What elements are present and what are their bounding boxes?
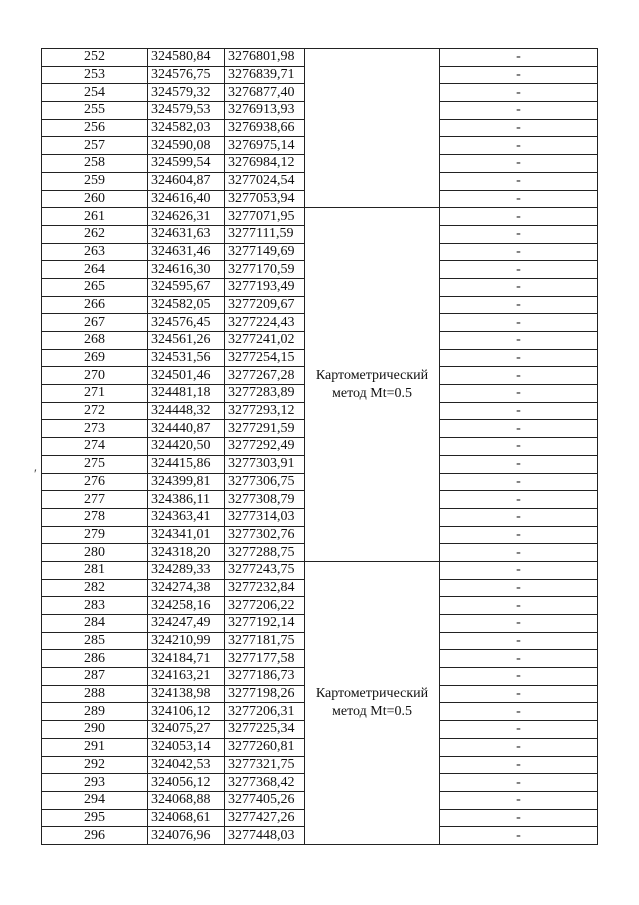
note-cell: - [440, 155, 598, 173]
x-coordinate-cell: 324075,27 [148, 721, 225, 739]
y-coordinate-cell: 3277181,75 [225, 632, 305, 650]
y-coordinate-cell: 3277111,59 [225, 225, 305, 243]
note-cell: - [440, 526, 598, 544]
point-number-cell: 264 [42, 261, 148, 279]
y-coordinate-cell: 3277206,31 [225, 703, 305, 721]
x-coordinate-cell: 324531,56 [148, 349, 225, 367]
point-number-cell: 267 [42, 314, 148, 332]
note-cell: - [440, 579, 598, 597]
y-coordinate-cell: 3277232,84 [225, 579, 305, 597]
point-number-cell: 252 [42, 49, 148, 67]
y-coordinate-cell: 3277293,12 [225, 402, 305, 420]
x-coordinate-cell: 324363,41 [148, 508, 225, 526]
x-coordinate-cell: 324582,03 [148, 119, 225, 137]
y-coordinate-cell: 3277254,15 [225, 349, 305, 367]
method-line-2: метод Mt=0.5 [332, 703, 412, 719]
table-row [42, 49, 598, 67]
y-coordinate-cell: 3277427,26 [225, 809, 305, 827]
y-coordinate-cell: 3277192,14 [225, 615, 305, 633]
y-coordinate-cell: 3277288,75 [225, 544, 305, 562]
method-cell [305, 208, 440, 562]
note-cell: - [440, 84, 598, 102]
coordinates-table [41, 48, 598, 845]
x-coordinate-cell: 324626,31 [148, 208, 225, 226]
x-coordinate-cell: 324341,01 [148, 526, 225, 544]
y-coordinate-cell: 3277241,02 [225, 332, 305, 350]
note-cell: - [440, 190, 598, 208]
note-cell: - [440, 774, 598, 792]
point-number-cell: 286 [42, 650, 148, 668]
note-cell: - [440, 278, 598, 296]
point-number-cell: 263 [42, 243, 148, 261]
point-number-cell: 265 [42, 278, 148, 296]
note-cell: - [440, 561, 598, 579]
note-cell: - [440, 66, 598, 84]
point-number-cell: 261 [42, 208, 148, 226]
point-number-cell: 271 [42, 385, 148, 403]
y-coordinate-cell: 3277368,42 [225, 774, 305, 792]
x-coordinate-cell: 324056,12 [148, 774, 225, 792]
note-cell: - [440, 102, 598, 120]
point-number-cell: 295 [42, 809, 148, 827]
x-coordinate-cell: 324576,45 [148, 314, 225, 332]
point-number-cell: 278 [42, 508, 148, 526]
y-coordinate-cell: 3277177,58 [225, 650, 305, 668]
point-number-cell: 283 [42, 597, 148, 615]
point-number-cell: 281 [42, 561, 148, 579]
x-coordinate-cell: 324274,38 [148, 579, 225, 597]
point-number-cell: 256 [42, 119, 148, 137]
note-cell: - [440, 703, 598, 721]
point-number-cell: 285 [42, 632, 148, 650]
point-number-cell: 262 [42, 225, 148, 243]
point-number-cell: 258 [42, 155, 148, 173]
method-cell [305, 49, 440, 208]
point-number-cell: 292 [42, 756, 148, 774]
point-number-cell: 287 [42, 668, 148, 686]
x-coordinate-cell: 324184,71 [148, 650, 225, 668]
note-cell: - [440, 243, 598, 261]
point-number-cell: 259 [42, 172, 148, 190]
y-coordinate-cell: 3277314,03 [225, 508, 305, 526]
x-coordinate-cell: 324440,87 [148, 420, 225, 438]
y-coordinate-cell: 3277198,26 [225, 685, 305, 703]
note-cell: - [440, 809, 598, 827]
note-cell: - [440, 597, 598, 615]
margin-mark: ′ [34, 466, 37, 481]
note-cell: - [440, 738, 598, 756]
y-coordinate-cell: 3277291,59 [225, 420, 305, 438]
point-number-cell: 279 [42, 526, 148, 544]
note-cell: - [440, 721, 598, 739]
note-cell: - [440, 349, 598, 367]
note-cell: - [440, 438, 598, 456]
x-coordinate-cell: 324561,26 [148, 332, 225, 350]
method-line-1: Картометрический [315, 367, 429, 383]
x-coordinate-cell: 324068,88 [148, 791, 225, 809]
point-number-cell: 260 [42, 190, 148, 208]
x-coordinate-cell: 324582,05 [148, 296, 225, 314]
x-coordinate-cell: 324247,49 [148, 615, 225, 633]
y-coordinate-cell: 3276984,12 [225, 155, 305, 173]
method-line-1: Картометрический [315, 685, 429, 701]
point-number-cell: 276 [42, 473, 148, 491]
note-cell: - [440, 508, 598, 526]
table-row [42, 208, 598, 226]
point-number-cell: 277 [42, 491, 148, 509]
note-cell: - [440, 367, 598, 385]
y-coordinate-cell: 3277321,75 [225, 756, 305, 774]
note-cell: - [440, 208, 598, 226]
point-number-cell: 294 [42, 791, 148, 809]
y-coordinate-cell: 3277186,73 [225, 668, 305, 686]
method-cell [305, 561, 440, 844]
point-number-cell: 282 [42, 579, 148, 597]
y-coordinate-cell: 3277193,49 [225, 278, 305, 296]
note-cell: - [440, 119, 598, 137]
point-number-cell: 254 [42, 84, 148, 102]
note-cell: - [440, 314, 598, 332]
y-coordinate-cell: 3277260,81 [225, 738, 305, 756]
note-cell: - [440, 332, 598, 350]
y-coordinate-cell: 3277267,28 [225, 367, 305, 385]
x-coordinate-cell: 324616,30 [148, 261, 225, 279]
point-number-cell: 272 [42, 402, 148, 420]
point-number-cell: 289 [42, 703, 148, 721]
note-cell: - [440, 791, 598, 809]
point-number-cell: 266 [42, 296, 148, 314]
note-cell: - [440, 473, 598, 491]
x-coordinate-cell: 324579,32 [148, 84, 225, 102]
y-coordinate-cell: 3276913,93 [225, 102, 305, 120]
note-cell: - [440, 615, 598, 633]
y-coordinate-cell: 3277053,94 [225, 190, 305, 208]
x-coordinate-cell: 324210,99 [148, 632, 225, 650]
note-cell: - [440, 385, 598, 403]
point-number-cell: 253 [42, 66, 148, 84]
table-body [42, 49, 598, 845]
note-cell: - [440, 261, 598, 279]
x-coordinate-cell: 324399,81 [148, 473, 225, 491]
note-cell: - [440, 225, 598, 243]
point-number-cell: 284 [42, 615, 148, 633]
note-cell: - [440, 668, 598, 686]
y-coordinate-cell: 3277071,95 [225, 208, 305, 226]
x-coordinate-cell: 324068,61 [148, 809, 225, 827]
x-coordinate-cell: 324386,11 [148, 491, 225, 509]
note-cell: - [440, 402, 598, 420]
y-coordinate-cell: 3277224,43 [225, 314, 305, 332]
point-number-cell: 275 [42, 455, 148, 473]
note-cell: - [440, 455, 598, 473]
y-coordinate-cell: 3277303,91 [225, 455, 305, 473]
note-cell: - [440, 49, 598, 67]
y-coordinate-cell: 3276839,71 [225, 66, 305, 84]
note-cell: - [440, 420, 598, 438]
note-cell: - [440, 544, 598, 562]
point-number-cell: 291 [42, 738, 148, 756]
x-coordinate-cell: 324631,46 [148, 243, 225, 261]
method-line-2: метод Mt=0.5 [332, 385, 412, 401]
x-coordinate-cell: 324106,12 [148, 703, 225, 721]
x-coordinate-cell: 324289,33 [148, 561, 225, 579]
note-cell: - [440, 491, 598, 509]
point-number-cell: 270 [42, 367, 148, 385]
y-coordinate-cell: 3276938,66 [225, 119, 305, 137]
x-coordinate-cell: 324053,14 [148, 738, 225, 756]
y-coordinate-cell: 3277209,67 [225, 296, 305, 314]
x-coordinate-cell: 324258,16 [148, 597, 225, 615]
x-coordinate-cell: 324163,21 [148, 668, 225, 686]
y-coordinate-cell: 3277302,76 [225, 526, 305, 544]
note-cell: - [440, 632, 598, 650]
y-coordinate-cell: 3277448,03 [225, 827, 305, 845]
point-number-cell: 273 [42, 420, 148, 438]
note-cell: - [440, 296, 598, 314]
x-coordinate-cell: 324042,53 [148, 756, 225, 774]
y-coordinate-cell: 3277243,75 [225, 561, 305, 579]
x-coordinate-cell: 324420,50 [148, 438, 225, 456]
y-coordinate-cell: 3276801,98 [225, 49, 305, 67]
x-coordinate-cell: 324138,98 [148, 685, 225, 703]
x-coordinate-cell: 324595,67 [148, 278, 225, 296]
table-row [42, 561, 598, 579]
x-coordinate-cell: 324604,87 [148, 172, 225, 190]
point-number-cell: 293 [42, 774, 148, 792]
x-coordinate-cell: 324448,32 [148, 402, 225, 420]
point-number-cell: 257 [42, 137, 148, 155]
y-coordinate-cell: 3277024,54 [225, 172, 305, 190]
point-number-cell: 290 [42, 721, 148, 739]
point-number-cell: 274 [42, 438, 148, 456]
y-coordinate-cell: 3277405,26 [225, 791, 305, 809]
y-coordinate-cell: 3276975,14 [225, 137, 305, 155]
y-coordinate-cell: 3277283,89 [225, 385, 305, 403]
point-number-cell: 296 [42, 827, 148, 845]
y-coordinate-cell: 3277206,22 [225, 597, 305, 615]
note-cell: - [440, 827, 598, 845]
x-coordinate-cell: 324580,84 [148, 49, 225, 67]
x-coordinate-cell: 324599,54 [148, 155, 225, 173]
y-coordinate-cell: 3277308,79 [225, 491, 305, 509]
note-cell: - [440, 137, 598, 155]
y-coordinate-cell: 3276877,40 [225, 84, 305, 102]
y-coordinate-cell: 3277170,59 [225, 261, 305, 279]
note-cell: - [440, 685, 598, 703]
x-coordinate-cell: 324616,40 [148, 190, 225, 208]
point-number-cell: 255 [42, 102, 148, 120]
note-cell: - [440, 172, 598, 190]
x-coordinate-cell: 324631,63 [148, 225, 225, 243]
note-cell: - [440, 756, 598, 774]
x-coordinate-cell: 324576,75 [148, 66, 225, 84]
x-coordinate-cell: 324076,96 [148, 827, 225, 845]
y-coordinate-cell: 3277225,34 [225, 721, 305, 739]
x-coordinate-cell: 324590,08 [148, 137, 225, 155]
point-number-cell: 268 [42, 332, 148, 350]
point-number-cell: 288 [42, 685, 148, 703]
y-coordinate-cell: 3277306,75 [225, 473, 305, 491]
y-coordinate-cell: 3277149,69 [225, 243, 305, 261]
x-coordinate-cell: 324579,53 [148, 102, 225, 120]
point-number-cell: 280 [42, 544, 148, 562]
x-coordinate-cell: 324415,86 [148, 455, 225, 473]
y-coordinate-cell: 3277292,49 [225, 438, 305, 456]
x-coordinate-cell: 324481,18 [148, 385, 225, 403]
x-coordinate-cell: 324318,20 [148, 544, 225, 562]
point-number-cell: 269 [42, 349, 148, 367]
note-cell: - [440, 650, 598, 668]
x-coordinate-cell: 324501,46 [148, 367, 225, 385]
